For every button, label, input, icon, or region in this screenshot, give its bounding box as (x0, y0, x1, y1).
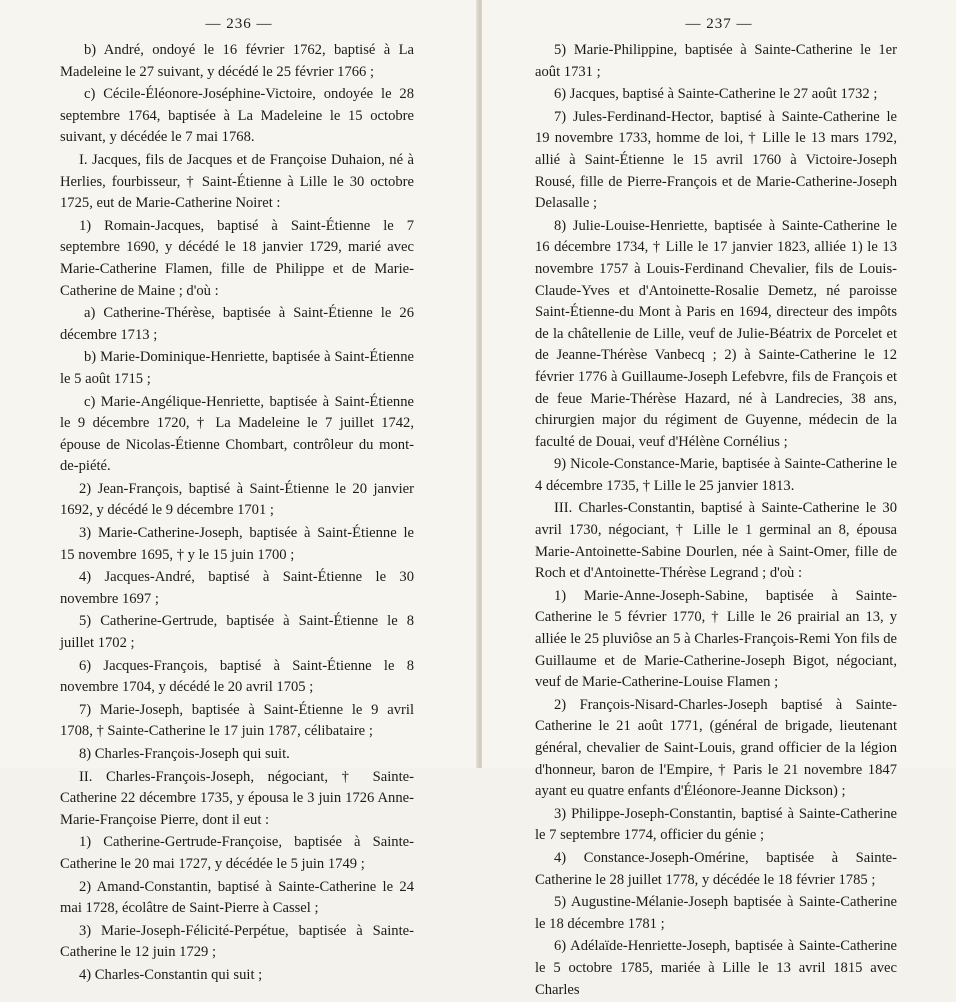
paragraph: 9) Nicole-Constance-Marie, baptisée à Sainte-Catherine le 4 décembre 1735, † Lille le 25 janvier 1813. (535, 456, 897, 494)
page-number-right: — 237 — (685, 16, 753, 32)
paragraph: 3) Philippe-Joseph-Constantin, baptisé à Sainte-Catherine le 7 septembre 1774, officier du génie ; (535, 805, 897, 844)
paragraph: 5) Augustine-Mélanie-Joseph baptisée à Sainte-Catherine le 18 décembre 1781 ; (535, 894, 897, 932)
paragraph: c) Marie-Angélique-Henriette, baptisée à Saint-Étienne le 9 décembre 1720, † La Madeleine le 7 juillet 1742, épouse de Nicolas-Étienne Chombart, contrôleur du mont-de-piété. (60, 393, 414, 475)
paragraph: 5) Marie-Philippine, baptisée à Sainte-Catherine le 1er août 1731 ; (535, 42, 897, 80)
paragraph: I. Jacques, fils de Jacques et de Françoise Duhaion, né à Herlies, fourbisseur, † Saint-Étienne à Lille le 30 octobre 1725, eut de Marie-Catherine Noiret : (60, 151, 414, 212)
paragraph: 7) Marie-Joseph, baptisée à Saint-Étienne le 9 avril 1708, † Sainte-Catherine le 17 juin 1787, célibataire ; (60, 701, 414, 740)
paragraph: a) Catherine-Thérèse, baptisée à Saint-Étienne le 26 décembre 1713 ; (60, 305, 414, 343)
paragraph: 1) Catherine-Gertrude-Françoise, baptisée à Sainte-Catherine le 20 mai 1727, y décédée le 5 juin 1749 ; (60, 834, 414, 872)
paragraph: 8) Julie-Louise-Henriette, baptisée à Sainte-Catherine le 16 décembre 1734, † Lille le 17 janvier 1823, alliée 1) le 13 novembre 1757 à Louis-Ferdinand Chevalier, fils de Louis-Claude-Yves et d'Antoinette-Rosalie Demetz, né paroisse Saint-Étienne-du Mont à Paris en 1694, directeur des impôts de la châtellenie de Lille, veuf de Julie-Béatrix de Porcelet et de Jeanne-Thérèse Vanbecq ; 2) à Sainte-Catherine le 12 février 1776 à Guillaume-Joseph Lefebvre, fils de François et de feue Marie-Thérèse Hazard, né à Landrecies, 38 ans, chirurgien major du régiment de Guyenne, médecin de la faculté de Douai, veuf d'Hélène Cornélius ; (535, 217, 897, 450)
paragraph: b) André, ondoyé le 16 février 1762, baptisé à La Madeleine le 27 suivant, y décédé le 25 février 1766 ; (60, 42, 414, 80)
paragraph: 7) Jules-Ferdinand-Hector, baptisé à Sainte-Catherine le 19 novembre 1733, homme de loi, † Lille le 13 mars 1792, allié à Saint-Étienne le 15 avril 1760 à Victoire-Joseph Rousé, fille de Pierre-François et de Marie-Catherine-Joseph Delasalle ; (535, 108, 897, 212)
paragraph: 3) Marie-Catherine-Joseph, baptisée à Saint-Étienne le 15 novembre 1695, † y le 15 juin 1700 ; (60, 525, 414, 563)
paragraph: 2) Amand-Constantin, baptisé à Sainte-Catherine le 24 mai 1728, écolâtre de Saint-Pierre à Cassel ; (60, 878, 414, 917)
paragraph: c) Cécile-Éléonore-Joséphine-Victoire, ondoyée le 28 septembre 1764, baptisée à La Madeleine le 15 octobre suivant, y décédée le 7 mai 1768. (60, 86, 414, 146)
page-number-left: — 236 — (205, 16, 273, 32)
right-page-text (535, 40, 897, 1002)
paragraph: 6) Jacques, baptisé à Sainte-Catherine le 27 août 1732 ; (554, 86, 878, 103)
paragraph: b) Marie-Dominique-Henriette, baptisée à Saint-Étienne le 5 août 1715 ; (60, 349, 414, 387)
paragraph: III. Charles-Constantin, baptisé à Sainte-Catherine le 30 avril 1730, négociant, † Lille le 1 germinal an 8, épousa Marie-Antoinette-Sabine Dourlen, née à Saint-Omer, fille de Roch et d'Antoinette-Thérèse Legrand ; d'où : (535, 500, 897, 582)
paragraph: 4) Charles-Constantin qui suit ; (79, 966, 263, 983)
paragraph: 6) Adélaïde-Henriette-Joseph, baptisée à Sainte-Catherine le 5 octobre 1785, mariée à Lille le 13 avril 1815 avec Charles (535, 938, 897, 998)
paragraph: 1) Marie-Anne-Joseph-Sabine, baptisée à Sainte-Catherine le 5 février 1770, † Lille le 26 prairial an 13, y alliée le 25 pluviôse an 5 à Charles-François-Remi Yon fils de Guillaume et de Marie-Catherine-Joseph Bigot, négociant, veuf de Marie-Catherine-Louise Flamen ; (535, 587, 897, 691)
paragraph: 6) Jacques-François, baptisé à Saint-Étienne le 8 novembre 1704, y décédé le 20 avril 1705 ; (60, 657, 414, 696)
paragraph: 2) François-Nisard-Charles-Joseph baptisé à Sainte-Catherine le 21 août 1771, (général de brigade, lieutenant général, chevalier de Saint-Louis, grand officier de la légion d'honneur, baron de l'Empire, † Paris le 21 novembre 1847 ayant eu quatre enfants d'Éléonore-Jeanne Dickson) ; (535, 696, 897, 800)
paragraph: II. Charles-François-Joseph, négociant, † Sainte-Catherine 22 décembre 1735, y épousa le 3 juin 1726 Anne-Marie-Françoise Pierre, dont il eut : (60, 768, 414, 828)
left-page (0, 0, 478, 983)
paragraph: 3) Marie-Joseph-Félicité-Perpétue, baptisée à Sainte-Catherine le 12 juin 1729 ; (60, 922, 414, 961)
paragraph: 4) Constance-Joseph-Omérine, baptisée à Sainte-Catherine le 28 juillet 1778, y décédée le 18 février 1785 ; (535, 849, 897, 888)
right-page (482, 0, 956, 998)
paragraph: 4) Jacques-André, baptisé à Saint-Étienne le 30 novembre 1697 ; (60, 569, 414, 607)
paragraph: 1) Romain-Jacques, baptisé à Saint-Étienne le 7 septembre 1690, y décédé le 18 janvier 1729, marié avec Marie-Catherine Flamen, fille de Philippe et de Marie-Catherine de Maine ; d'où : (60, 217, 414, 299)
paragraph: 2) Jean-François, baptisé à Saint-Étienne le 20 janvier 1692, y décédé le 9 décembre 1701 ; (60, 480, 414, 519)
paragraph: 8) Charles-François-Joseph qui suit. (79, 746, 290, 762)
left-page-text (60, 40, 414, 988)
paragraph: 5) Catherine-Gertrude, baptisée à Saint-Étienne le 8 juillet 1702 ; (60, 613, 414, 652)
